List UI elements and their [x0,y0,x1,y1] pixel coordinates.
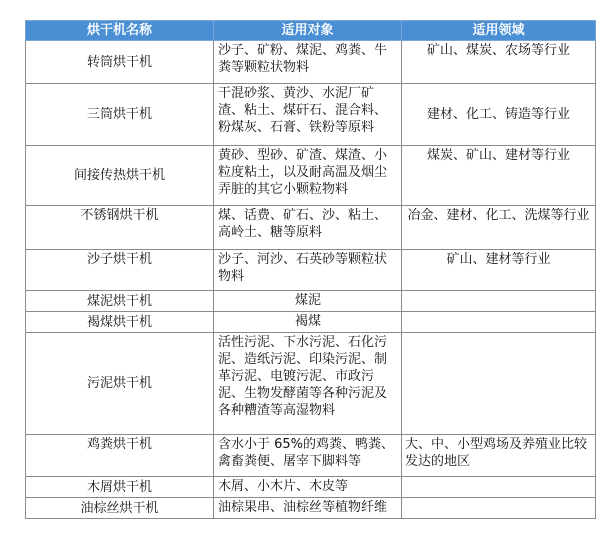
cell-field: 建材、化工、铸造等行业 [402,84,596,146]
table-row [26,250,596,291]
table-header-row [26,21,596,41]
cell-field [402,477,596,498]
table-row [26,477,596,498]
cell-object: 含水小于 65%的鸡粪、鸭粪、禽畜粪便、屠宰下脚料等 [214,435,402,477]
cell-object: 沙子、矿粉、煤泥、鸡粪、牛粪等颗粒状物料 [214,41,402,84]
cell-object: 黄砂、型砂、矿渣、煤渣、小粒度粘土，以及耐高温及烟尘弄脏的其它小颗粒物料 [214,146,402,206]
header-name: 烘干机名称 [26,21,214,41]
cell-field [402,312,596,333]
cell-field: 大、中、小型鸡场及养殖业比较发达的地区 [402,435,596,477]
cell-object: 煤、话费、矿石、沙、粘土、高岭土、糖等原料 [214,206,402,250]
header-field: 适用领域 [402,21,596,41]
cell-field: 矿山、建材等行业 [402,250,596,291]
cell-name: 污泥烘干机 [26,333,214,435]
cell-name: 煤泥烘干机 [26,291,214,312]
table-row [26,146,596,206]
table-row [26,435,596,477]
cell-field [402,291,596,312]
cell-object: 干混砂浆、黄沙、水泥厂矿渣、粘土、煤矸石、混合料、粉煤灰、石膏、铁粉等原料 [214,84,402,146]
cell-name: 三筒烘干机 [26,84,214,146]
cell-name: 间接传热烘干机 [26,146,214,206]
cell-field: 冶金、建材、化工、洗煤等行业 [402,206,596,250]
cell-name: 油棕丝烘干机 [26,498,214,519]
cell-name: 鸡粪烘干机 [26,435,214,477]
cell-field: 煤炭、矿山、建材等行业 [402,146,596,206]
table-row [26,206,596,250]
cell-object: 活性污泥、下水污泥、石化污泥、造纸污泥、印染污泥、制革污泥、电镀污泥、市政污泥、生物发酵菌等各种污泥及各种糟渣等高湿物料 [214,333,402,435]
table-row [26,498,596,519]
cell-name: 沙子烘干机 [26,250,214,291]
table-row [26,333,596,435]
table-row [26,312,596,333]
cell-name: 转筒烘干机 [26,41,214,84]
cell-name: 褐煤烘干机 [26,312,214,333]
header-object: 适用对象 [214,21,402,41]
cell-field [402,333,596,435]
cell-field [402,498,596,519]
table-row [26,41,596,84]
dryer-table [25,20,596,519]
cell-name: 不锈钢烘干机 [26,206,214,250]
cell-object: 沙子、河沙、石英砂等颗粒状物料 [214,250,402,291]
cell-field: 矿山、煤炭、农场等行业 [402,41,596,84]
cell-object: 油棕果串、油棕丝等植物纤维 [214,498,402,519]
table-row [26,291,596,312]
cell-object: 木屑、小木片、木皮等 [214,477,402,498]
cell-object: 褐煤 [214,312,402,333]
cell-name: 木屑烘干机 [26,477,214,498]
cell-object: 煤泥 [214,291,402,312]
table-row [26,84,596,146]
